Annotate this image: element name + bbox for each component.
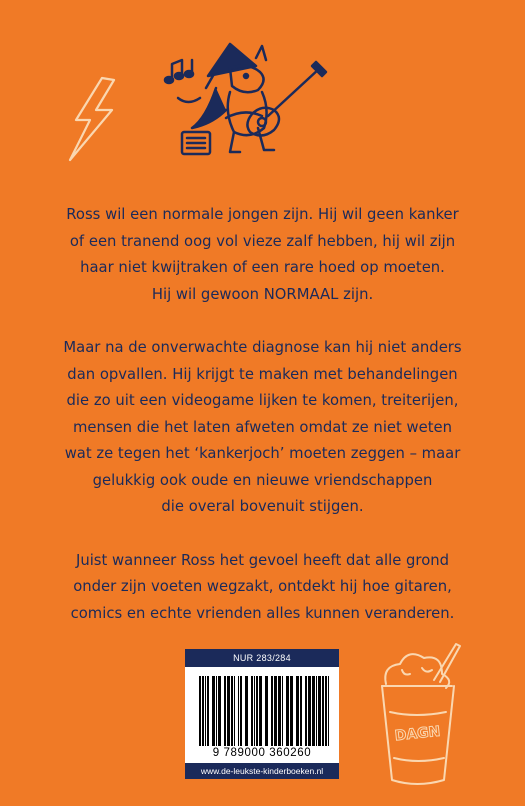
blurb-line: of een tranend oog vol vieze zalf hebben, hij wil zijn <box>69 232 456 250</box>
blurb-line: Hij wil gewoon NORMAAL zijn. <box>151 285 374 303</box>
barcode-bars <box>197 676 333 746</box>
lightning-bolt-icon <box>62 74 122 164</box>
publisher-url[interactable]: www.de-leukste-kinderboeken.nl <box>185 763 339 779</box>
blurb-line: Juist wanneer Ross het gevoel heeft dat alle grond <box>75 551 450 569</box>
blurb-paragraph-1 <box>32 202 493 308</box>
blurb-line: mensen die het laten afweten omdat ze niet weten <box>72 418 453 436</box>
blurb-line: dan opvallen. Hij krijgt te maken met behandelingen <box>67 365 458 383</box>
guitar-player-illustration <box>160 32 340 172</box>
isbn-number: 9 789000 360260 <box>212 747 312 759</box>
blurb-paragraph-3 <box>32 548 493 628</box>
blurb-line: die overal bovenuit stijgen. <box>161 498 364 515</box>
nur-code: NUR 283/284 <box>185 649 339 667</box>
blurb-line: Ross wil een normale jongen zijn. Hij wil geen kanker <box>66 206 459 223</box>
blurb-line: onder zijn voeten wegzakt, ontdekt hij hoe gitaren, <box>73 578 452 595</box>
blurb-line: gelukkig ook oude en nieuwe vriendschappen <box>92 471 433 489</box>
drink-cup-illustration <box>372 640 467 790</box>
blurb-line: haar niet kwijtraken of een rare hoed op moeten. <box>80 259 445 276</box>
back-cover-blurb <box>32 202 493 654</box>
blurb-line: Maar na de onverwachte diagnose kan hij niet anders <box>63 339 462 356</box>
blurb-line: wat ze tegen het ‘kankerjoch’ moeten zeggen – maar <box>64 445 461 462</box>
blurb-line: die zo uit een videogame lijken te komen, treiterijen, <box>66 392 459 409</box>
cup-logo-text: DAGN <box>394 723 442 745</box>
blurb-paragraph-2 <box>32 335 493 521</box>
blurb-line: comics en echte vrienden alles kunnen veranderen. <box>70 604 455 622</box>
barcode-panel <box>185 649 339 779</box>
